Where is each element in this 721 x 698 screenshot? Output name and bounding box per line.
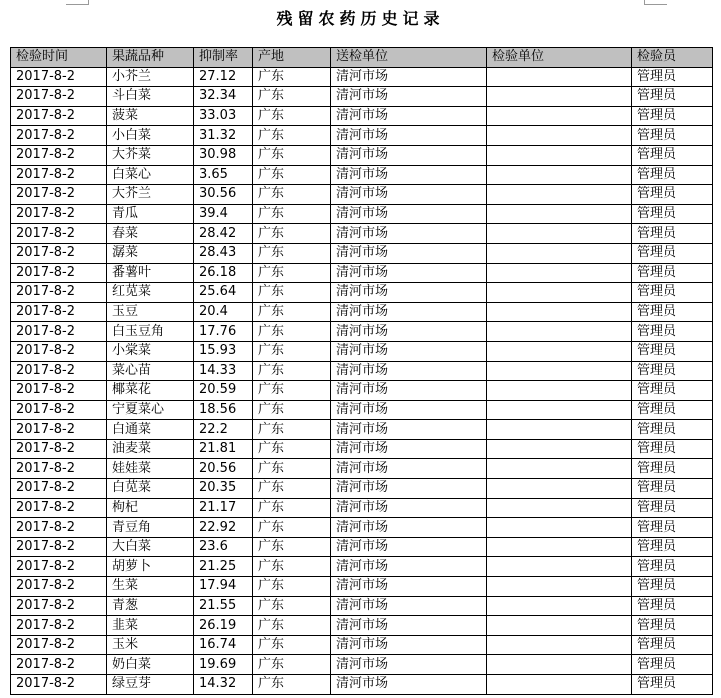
header-testing-unit: 检验单位 <box>487 48 632 68</box>
testing-unit-cell <box>487 400 632 420</box>
testing-unit-cell <box>487 263 632 283</box>
table-row <box>11 479 713 499</box>
inhibition-rate-cell: 30.56 <box>194 185 253 205</box>
table-row <box>11 204 713 224</box>
inspection-time-cell: 2017-8-2 <box>11 616 107 636</box>
origin-cell: 广东 <box>253 381 331 401</box>
document-title: 残留农药历史记录 <box>276 9 445 28</box>
table-row <box>11 439 713 459</box>
inspector-cell: 管理员 <box>632 204 713 224</box>
produce-variety-cell: 油麦菜 <box>107 439 194 459</box>
produce-variety-cell: 奶白菜 <box>107 655 194 675</box>
inhibition-rate-cell: 27.12 <box>194 67 253 87</box>
submitting-unit-cell: 清河市场 <box>331 400 487 420</box>
origin-cell: 广东 <box>253 322 331 342</box>
header-origin: 产地 <box>253 48 331 68</box>
origin-cell: 广东 <box>253 185 331 205</box>
submitting-unit-cell: 清河市场 <box>331 322 487 342</box>
origin-cell: 广东 <box>253 361 331 381</box>
submitting-unit-cell: 清河市场 <box>331 224 487 244</box>
produce-variety-cell: 青葱 <box>107 596 194 616</box>
testing-unit-cell <box>487 557 632 577</box>
table-row <box>11 361 713 381</box>
testing-unit-cell <box>487 616 632 636</box>
inhibition-rate-cell: 21.55 <box>194 596 253 616</box>
submitting-unit-cell: 清河市场 <box>331 616 487 636</box>
origin-cell: 广东 <box>253 126 331 146</box>
header-inspector: 检验员 <box>632 48 713 68</box>
inhibition-rate-cell: 33.03 <box>194 106 253 126</box>
submitting-unit-cell: 清河市场 <box>331 87 487 107</box>
inhibition-rate-cell: 32.34 <box>194 87 253 107</box>
produce-variety-cell: 娃娃菜 <box>107 459 194 479</box>
table-row <box>11 224 713 244</box>
table-row <box>11 106 713 126</box>
testing-unit-cell <box>487 87 632 107</box>
table-row <box>11 381 713 401</box>
inspector-cell: 管理员 <box>632 479 713 499</box>
table-row <box>11 322 713 342</box>
inspection-time-cell: 2017-8-2 <box>11 675 107 695</box>
submitting-unit-cell: 清河市场 <box>331 635 487 655</box>
inspection-time-cell: 2017-8-2 <box>11 635 107 655</box>
inspector-cell: 管理员 <box>632 87 713 107</box>
inspector-cell: 管理员 <box>632 126 713 146</box>
produce-variety-cell: 宁夏菜心 <box>107 400 194 420</box>
inspection-time-cell: 2017-8-2 <box>11 420 107 440</box>
testing-unit-cell <box>487 518 632 538</box>
testing-unit-cell <box>487 537 632 557</box>
origin-cell: 广东 <box>253 498 331 518</box>
table-row <box>11 400 713 420</box>
inspector-cell: 管理员 <box>632 518 713 538</box>
inhibition-rate-cell: 20.4 <box>194 302 253 322</box>
inspector-cell: 管理员 <box>632 106 713 126</box>
inhibition-rate-cell: 39.4 <box>194 204 253 224</box>
inspection-time-cell: 2017-8-2 <box>11 106 107 126</box>
testing-unit-cell <box>487 165 632 185</box>
testing-unit-cell <box>487 204 632 224</box>
submitting-unit-cell: 清河市场 <box>331 381 487 401</box>
inhibition-rate-cell: 21.81 <box>194 439 253 459</box>
table-row <box>11 185 713 205</box>
inspection-time-cell: 2017-8-2 <box>11 498 107 518</box>
origin-cell: 广东 <box>253 596 331 616</box>
submitting-unit-cell: 清河市场 <box>331 596 487 616</box>
table-row <box>11 263 713 283</box>
inhibition-rate-cell: 31.32 <box>194 126 253 146</box>
inspection-time-cell: 2017-8-2 <box>11 577 107 597</box>
produce-variety-cell: 潺菜 <box>107 243 194 263</box>
produce-variety-cell: 大芥兰 <box>107 185 194 205</box>
table-row <box>11 420 713 440</box>
produce-variety-cell: 白菜心 <box>107 165 194 185</box>
submitting-unit-cell: 清河市场 <box>331 145 487 165</box>
inspector-cell: 管理员 <box>632 361 713 381</box>
produce-variety-cell: 青瓜 <box>107 204 194 224</box>
table-row <box>11 302 713 322</box>
inhibition-rate-cell: 20.35 <box>194 479 253 499</box>
inhibition-rate-cell: 15.93 <box>194 341 253 361</box>
produce-variety-cell: 椰菜花 <box>107 381 194 401</box>
origin-cell: 广东 <box>253 204 331 224</box>
inspector-cell: 管理员 <box>632 596 713 616</box>
origin-cell: 广东 <box>253 283 331 303</box>
origin-cell: 广东 <box>253 400 331 420</box>
submitting-unit-cell: 清河市场 <box>331 302 487 322</box>
table-row <box>11 557 713 577</box>
inhibition-rate-cell: 28.43 <box>194 243 253 263</box>
testing-unit-cell <box>487 439 632 459</box>
inspector-cell: 管理员 <box>632 675 713 695</box>
submitting-unit-cell: 清河市场 <box>331 185 487 205</box>
table-row <box>11 87 713 107</box>
inspector-cell: 管理员 <box>632 322 713 342</box>
inspection-time-cell: 2017-8-2 <box>11 341 107 361</box>
table-row <box>11 655 713 675</box>
inspection-time-cell: 2017-8-2 <box>11 165 107 185</box>
origin-cell: 广东 <box>253 537 331 557</box>
table-row <box>11 145 713 165</box>
inspector-cell: 管理员 <box>632 400 713 420</box>
inspection-time-cell: 2017-8-2 <box>11 400 107 420</box>
inhibition-rate-cell: 22.2 <box>194 420 253 440</box>
inhibition-rate-cell: 26.18 <box>194 263 253 283</box>
inhibition-rate-cell: 23.6 <box>194 537 253 557</box>
inspection-time-cell: 2017-8-2 <box>11 537 107 557</box>
produce-variety-cell: 玉豆 <box>107 302 194 322</box>
origin-cell: 广东 <box>253 224 331 244</box>
inhibition-rate-cell: 16.74 <box>194 635 253 655</box>
testing-unit-cell <box>487 381 632 401</box>
inhibition-rate-cell: 28.42 <box>194 224 253 244</box>
testing-unit-cell <box>487 224 632 244</box>
produce-variety-cell: 白通菜 <box>107 420 194 440</box>
origin-cell: 广东 <box>253 67 331 87</box>
inspection-time-cell: 2017-8-2 <box>11 185 107 205</box>
inspector-cell: 管理员 <box>632 655 713 675</box>
table-row <box>11 126 713 146</box>
page-corner-marker-right <box>644 0 667 5</box>
produce-variety-cell: 白玉豆角 <box>107 322 194 342</box>
inspection-time-cell: 2017-8-2 <box>11 479 107 499</box>
testing-unit-cell <box>487 126 632 146</box>
origin-cell: 广东 <box>253 655 331 675</box>
origin-cell: 广东 <box>253 675 331 695</box>
submitting-unit-cell: 清河市场 <box>331 655 487 675</box>
inspection-time-cell: 2017-8-2 <box>11 145 107 165</box>
inspector-cell: 管理员 <box>632 616 713 636</box>
submitting-unit-cell: 清河市场 <box>331 165 487 185</box>
inspection-time-cell: 2017-8-2 <box>11 322 107 342</box>
produce-variety-cell: 大芥菜 <box>107 145 194 165</box>
produce-variety-cell: 菜心苗 <box>107 361 194 381</box>
inspection-time-cell: 2017-8-2 <box>11 459 107 479</box>
submitting-unit-cell: 清河市场 <box>331 420 487 440</box>
table-row <box>11 596 713 616</box>
inhibition-rate-cell: 30.98 <box>194 145 253 165</box>
inhibition-rate-cell: 3.65 <box>194 165 253 185</box>
testing-unit-cell <box>487 361 632 381</box>
submitting-unit-cell: 清河市场 <box>331 126 487 146</box>
testing-unit-cell <box>487 596 632 616</box>
origin-cell: 广东 <box>253 243 331 263</box>
produce-variety-cell: 番薯叶 <box>107 263 194 283</box>
origin-cell: 广东 <box>253 87 331 107</box>
table-row <box>11 537 713 557</box>
header-inspection-time: 检验时间 <box>11 48 107 68</box>
submitting-unit-cell: 清河市场 <box>331 283 487 303</box>
inhibition-rate-cell: 22.92 <box>194 518 253 538</box>
testing-unit-cell <box>487 243 632 263</box>
produce-variety-cell: 小棠菜 <box>107 341 194 361</box>
produce-variety-cell: 春菜 <box>107 224 194 244</box>
submitting-unit-cell: 清河市场 <box>331 537 487 557</box>
testing-unit-cell <box>487 341 632 361</box>
origin-cell: 广东 <box>253 616 331 636</box>
table-row <box>11 577 713 597</box>
testing-unit-cell <box>487 577 632 597</box>
inhibition-rate-cell: 19.69 <box>194 655 253 675</box>
origin-cell: 广东 <box>253 263 331 283</box>
origin-cell: 广东 <box>253 459 331 479</box>
produce-variety-cell: 白苋菜 <box>107 479 194 499</box>
produce-variety-cell: 玉米 <box>107 635 194 655</box>
header-inhibition-rate: 抑制率 <box>194 48 253 68</box>
submitting-unit-cell: 清河市场 <box>331 518 487 538</box>
produce-variety-cell: 小芥兰 <box>107 67 194 87</box>
inspection-time-cell: 2017-8-2 <box>11 381 107 401</box>
table-row <box>11 635 713 655</box>
testing-unit-cell <box>487 675 632 695</box>
table-row <box>11 675 713 695</box>
testing-unit-cell <box>487 479 632 499</box>
inspection-time-cell: 2017-8-2 <box>11 87 107 107</box>
inspector-cell: 管理员 <box>632 224 713 244</box>
inspection-time-cell: 2017-8-2 <box>11 263 107 283</box>
inspection-time-cell: 2017-8-2 <box>11 243 107 263</box>
inhibition-rate-cell: 26.19 <box>194 616 253 636</box>
inspector-cell: 管理员 <box>632 341 713 361</box>
inspection-time-cell: 2017-8-2 <box>11 224 107 244</box>
submitting-unit-cell: 清河市场 <box>331 243 487 263</box>
origin-cell: 广东 <box>253 557 331 577</box>
produce-variety-cell: 小白菜 <box>107 126 194 146</box>
inhibition-rate-cell: 21.17 <box>194 498 253 518</box>
inspector-cell: 管理员 <box>632 145 713 165</box>
produce-variety-cell: 绿豆芽 <box>107 675 194 695</box>
inspector-cell: 管理员 <box>632 302 713 322</box>
inspection-time-cell: 2017-8-2 <box>11 557 107 577</box>
submitting-unit-cell: 清河市场 <box>331 675 487 695</box>
inspection-time-cell: 2017-8-2 <box>11 204 107 224</box>
inhibition-rate-cell: 14.32 <box>194 675 253 695</box>
inspector-cell: 管理员 <box>632 381 713 401</box>
table-row <box>11 498 713 518</box>
testing-unit-cell <box>487 185 632 205</box>
inspector-cell: 管理员 <box>632 420 713 440</box>
inspection-time-cell: 2017-8-2 <box>11 361 107 381</box>
table-row <box>11 518 713 538</box>
inspector-cell: 管理员 <box>632 243 713 263</box>
submitting-unit-cell: 清河市场 <box>331 577 487 597</box>
produce-variety-cell: 大白菜 <box>107 537 194 557</box>
pesticide-record-table <box>10 47 713 695</box>
produce-variety-cell: 生菜 <box>107 577 194 597</box>
inspector-cell: 管理员 <box>632 577 713 597</box>
table-row <box>11 165 713 185</box>
testing-unit-cell <box>487 635 632 655</box>
inspection-time-cell: 2017-8-2 <box>11 439 107 459</box>
testing-unit-cell <box>487 322 632 342</box>
submitting-unit-cell: 清河市场 <box>331 557 487 577</box>
table-row <box>11 616 713 636</box>
produce-variety-cell: 韭菜 <box>107 616 194 636</box>
inhibition-rate-cell: 17.94 <box>194 577 253 597</box>
submitting-unit-cell: 清河市场 <box>331 67 487 87</box>
inspection-time-cell: 2017-8-2 <box>11 302 107 322</box>
origin-cell: 广东 <box>253 106 331 126</box>
testing-unit-cell <box>487 106 632 126</box>
inhibition-rate-cell: 14.33 <box>194 361 253 381</box>
inhibition-rate-cell: 20.59 <box>194 381 253 401</box>
inhibition-rate-cell: 21.25 <box>194 557 253 577</box>
origin-cell: 广东 <box>253 518 331 538</box>
table-header-row <box>11 48 713 68</box>
inhibition-rate-cell: 17.76 <box>194 322 253 342</box>
origin-cell: 广东 <box>253 577 331 597</box>
header-produce-variety: 果蔬品种 <box>107 48 194 68</box>
origin-cell: 广东 <box>253 341 331 361</box>
testing-unit-cell <box>487 145 632 165</box>
inspector-cell: 管理员 <box>632 439 713 459</box>
submitting-unit-cell: 清河市场 <box>331 498 487 518</box>
produce-variety-cell: 胡萝卜 <box>107 557 194 577</box>
testing-unit-cell <box>487 302 632 322</box>
origin-cell: 广东 <box>253 479 331 499</box>
origin-cell: 广东 <box>253 165 331 185</box>
testing-unit-cell <box>487 283 632 303</box>
submitting-unit-cell: 清河市场 <box>331 204 487 224</box>
inspector-cell: 管理员 <box>632 537 713 557</box>
header-submitting-unit: 送检单位 <box>331 48 487 68</box>
table-row <box>11 283 713 303</box>
inspector-cell: 管理员 <box>632 635 713 655</box>
produce-variety-cell: 青豆角 <box>107 518 194 538</box>
origin-cell: 广东 <box>253 145 331 165</box>
submitting-unit-cell: 清河市场 <box>331 263 487 283</box>
table-row <box>11 459 713 479</box>
inspector-cell: 管理员 <box>632 498 713 518</box>
inspector-cell: 管理员 <box>632 263 713 283</box>
testing-unit-cell <box>487 498 632 518</box>
origin-cell: 广东 <box>253 302 331 322</box>
testing-unit-cell <box>487 459 632 479</box>
table-row <box>11 67 713 87</box>
origin-cell: 广东 <box>253 439 331 459</box>
origin-cell: 广东 <box>253 635 331 655</box>
inhibition-rate-cell: 20.56 <box>194 459 253 479</box>
submitting-unit-cell: 清河市场 <box>331 361 487 381</box>
submitting-unit-cell: 清河市场 <box>331 341 487 361</box>
inspector-cell: 管理员 <box>632 67 713 87</box>
inspection-time-cell: 2017-8-2 <box>11 126 107 146</box>
testing-unit-cell <box>487 420 632 440</box>
inspector-cell: 管理员 <box>632 557 713 577</box>
produce-variety-cell: 红苋菜 <box>107 283 194 303</box>
inspector-cell: 管理员 <box>632 165 713 185</box>
inspection-time-cell: 2017-8-2 <box>11 283 107 303</box>
produce-variety-cell: 斗白菜 <box>107 87 194 107</box>
submitting-unit-cell: 清河市场 <box>331 459 487 479</box>
inspection-time-cell: 2017-8-2 <box>11 596 107 616</box>
inspection-time-cell: 2017-8-2 <box>11 518 107 538</box>
inhibition-rate-cell: 25.64 <box>194 283 253 303</box>
table-row <box>11 243 713 263</box>
inspector-cell: 管理员 <box>632 185 713 205</box>
inhibition-rate-cell: 18.56 <box>194 400 253 420</box>
inspection-time-cell: 2017-8-2 <box>11 67 107 87</box>
inspector-cell: 管理员 <box>632 283 713 303</box>
inspector-cell: 管理员 <box>632 459 713 479</box>
produce-variety-cell: 菠菜 <box>107 106 194 126</box>
testing-unit-cell <box>487 67 632 87</box>
submitting-unit-cell: 清河市场 <box>331 106 487 126</box>
produce-variety-cell: 枸杞 <box>107 498 194 518</box>
submitting-unit-cell: 清河市场 <box>331 479 487 499</box>
submitting-unit-cell: 清河市场 <box>331 439 487 459</box>
inspection-time-cell: 2017-8-2 <box>11 655 107 675</box>
table-row <box>11 341 713 361</box>
page-corner-marker-left <box>66 0 89 5</box>
testing-unit-cell <box>487 655 632 675</box>
origin-cell: 广东 <box>253 420 331 440</box>
